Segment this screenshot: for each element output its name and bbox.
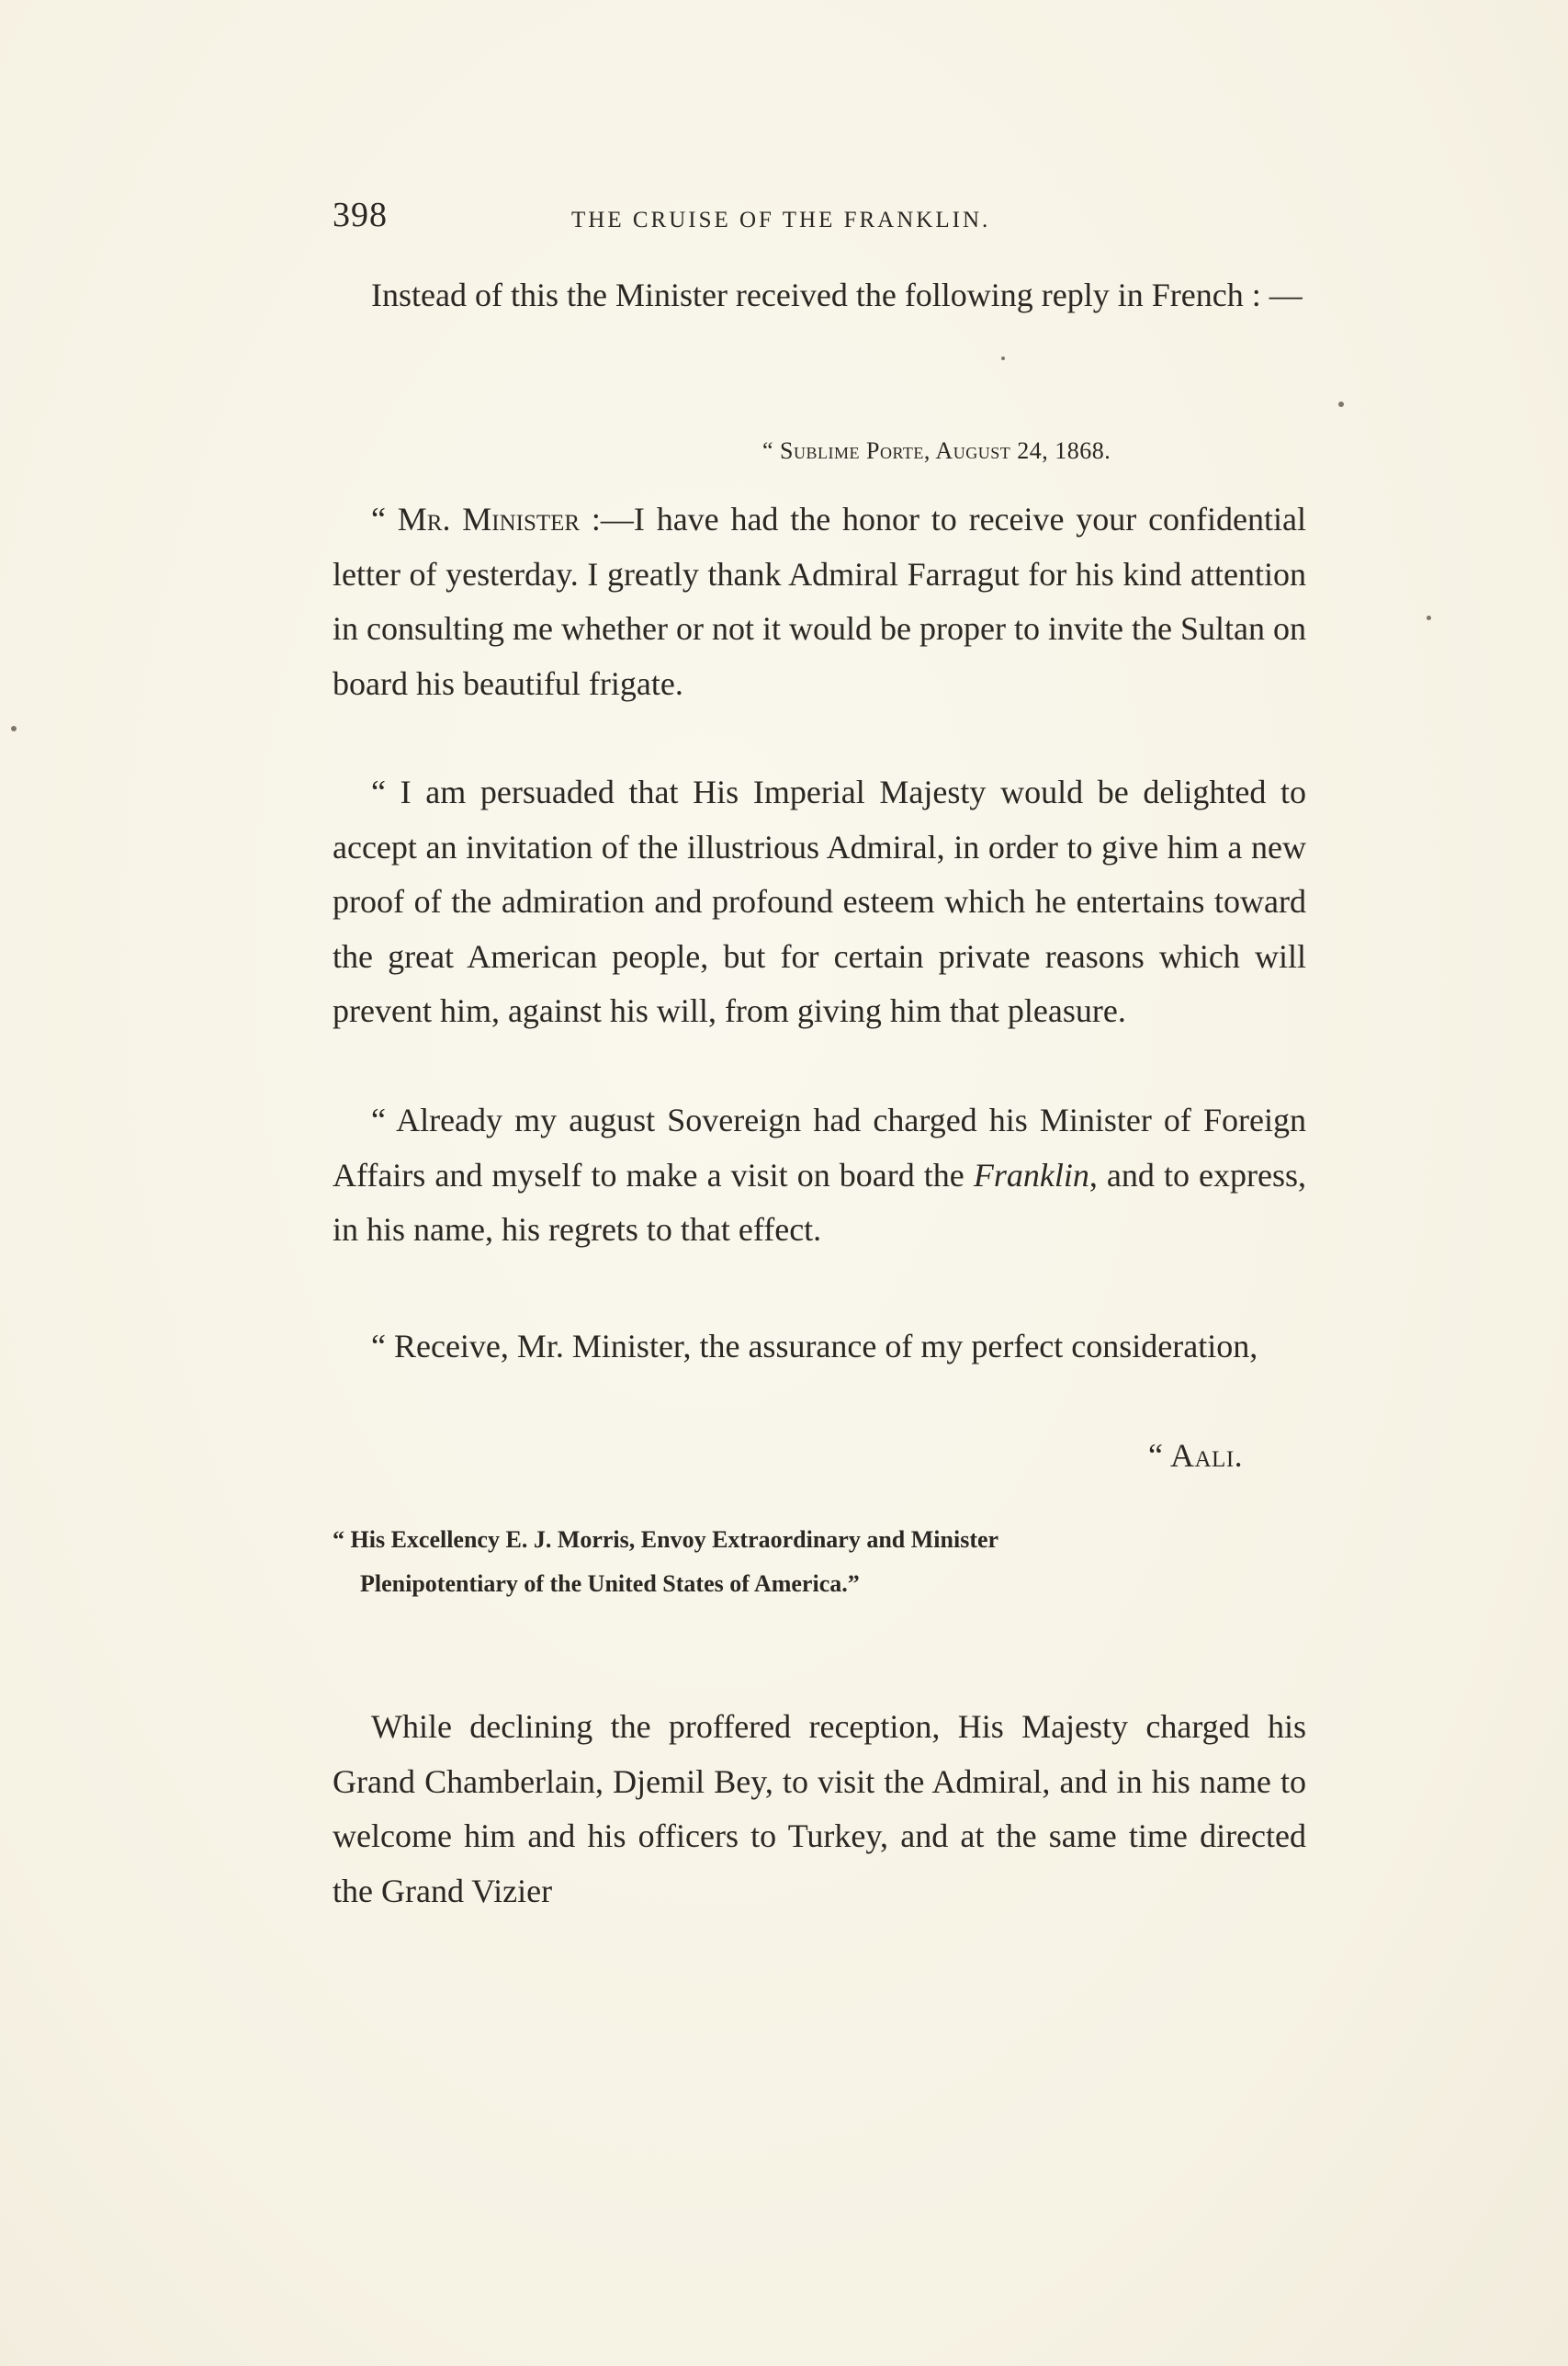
letter-paragraph-3-start: “ Already my august Sovereign had charged his Minister of Foreign Affairs and myself to make a visit on board the [333, 1102, 1306, 1194]
letter-signature: “ Aali. [1148, 1437, 1244, 1474]
running-title: THE CRUISE OF THE FRANKLIN. [571, 208, 991, 232]
intro-paragraph: Instead of this the Minister received the following reply in French : — [371, 277, 1303, 313]
paper-speck [1001, 357, 1005, 360]
letter-paragraph-2: “ I am persuaded that His Imperial Majesty would be delighted to accept an invitation of the illustrious Admiral, in order to give him a new proof of the admiration and profound esteem which he entertains toward the great American people, but for certain private reasons which will prevent him, against his will, from giving him that pleasure. [333, 774, 1306, 1029]
letter-paragraph-3-end: , and to express, in his name, his regrets to that effect. [333, 1156, 1306, 1248]
ship-name: Franklin [973, 1156, 1089, 1194]
paper-speck [1427, 616, 1431, 620]
addressee-line-1: “ His Excellency E. J. Morris, Envoy Extraordinary and Minister [333, 1526, 999, 1553]
page-number: 398 [333, 196, 388, 234]
letter-paragraph-3 [333, 1093, 1306, 1258]
addressee-note [333, 1518, 1306, 1606]
letter-salutation: “ Mr. Minister : [371, 501, 601, 538]
page-header [333, 195, 1306, 243]
letter-paragraph-1 [333, 492, 1306, 711]
letter-paragraph-4: “ Receive, Mr. Minister, the assurance of my perfect consideration, [371, 1328, 1258, 1364]
paper-speck [11, 726, 17, 731]
paper-speck [1338, 402, 1344, 407]
addressee-line-2: Plenipotentiary of the United States of America.” [360, 1570, 860, 1597]
letter-paragraph-1-text: —I have had the honor to receive your confidential letter of yesterday. I greatly thank Admiral Farragut for his kind attention in consulting me whether or not it would be proper to invite the Sultan on board his beautiful frigate. [333, 501, 1307, 702]
closing-paragraph: While declining the proffered reception, His Majesty charged his Grand Chamberlain, Djemil Bey, to visit the Admiral, and in his name to welcome him and his officers to Turkey, and at the same time directed the Grand Vizier [333, 1708, 1306, 1909]
letter-dateline: “ Sublime Porte, August 24, 1868. [762, 437, 1111, 464]
